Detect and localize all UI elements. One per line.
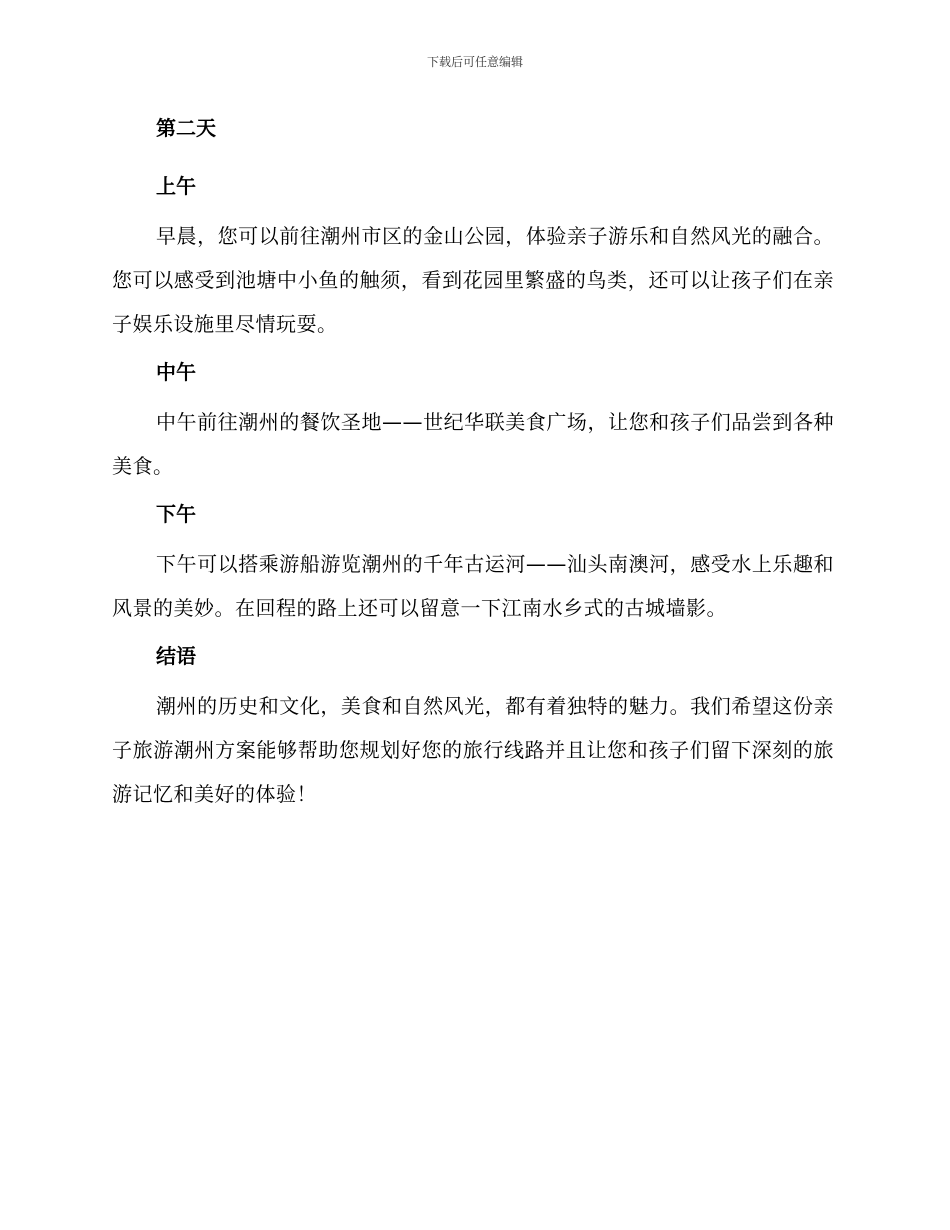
heading-day-two: 第二天 xyxy=(156,116,216,140)
paragraph-afternoon: 下午可以搭乘游船游览潮州的千年古运河——汕头南澳河，感受水上乐趣和风景的美妙。在回程的路上还可以留意一下江南水乡式的古城墙影。 xyxy=(112,552,834,620)
document-body xyxy=(112,112,834,816)
heading-afternoon: 下午 xyxy=(156,502,196,526)
heading-conclusion: 结语 xyxy=(156,644,196,668)
paragraph-noon: 中午前往潮州的餐饮圣地——世纪华联美食广场，让您和孩子们品尝到各种美食。 xyxy=(112,410,834,478)
heading-noon: 中午 xyxy=(156,360,196,384)
header-note: 下载后可任意编辑 xyxy=(426,55,523,69)
heading-morning: 上午 xyxy=(156,174,196,198)
paragraph-morning: 早晨，您可以前往潮州市区的金山公园，体验亲子游乐和自然风光的融合。您可以感受到池塘中小鱼的触须，看到花园里繁盛的鸟类，还可以让孩子们在亲子娱乐设施里尽情玩耍。 xyxy=(112,224,834,336)
paragraph-conclusion: 潮州的历史和文化，美食和自然风光，都有着独特的魅力。我们希望这份亲子旅游潮州方案能够帮助您规划好您的旅行线路并且让您和孩子们留下深刻的旅游记忆和美好的体验！ xyxy=(112,694,834,806)
